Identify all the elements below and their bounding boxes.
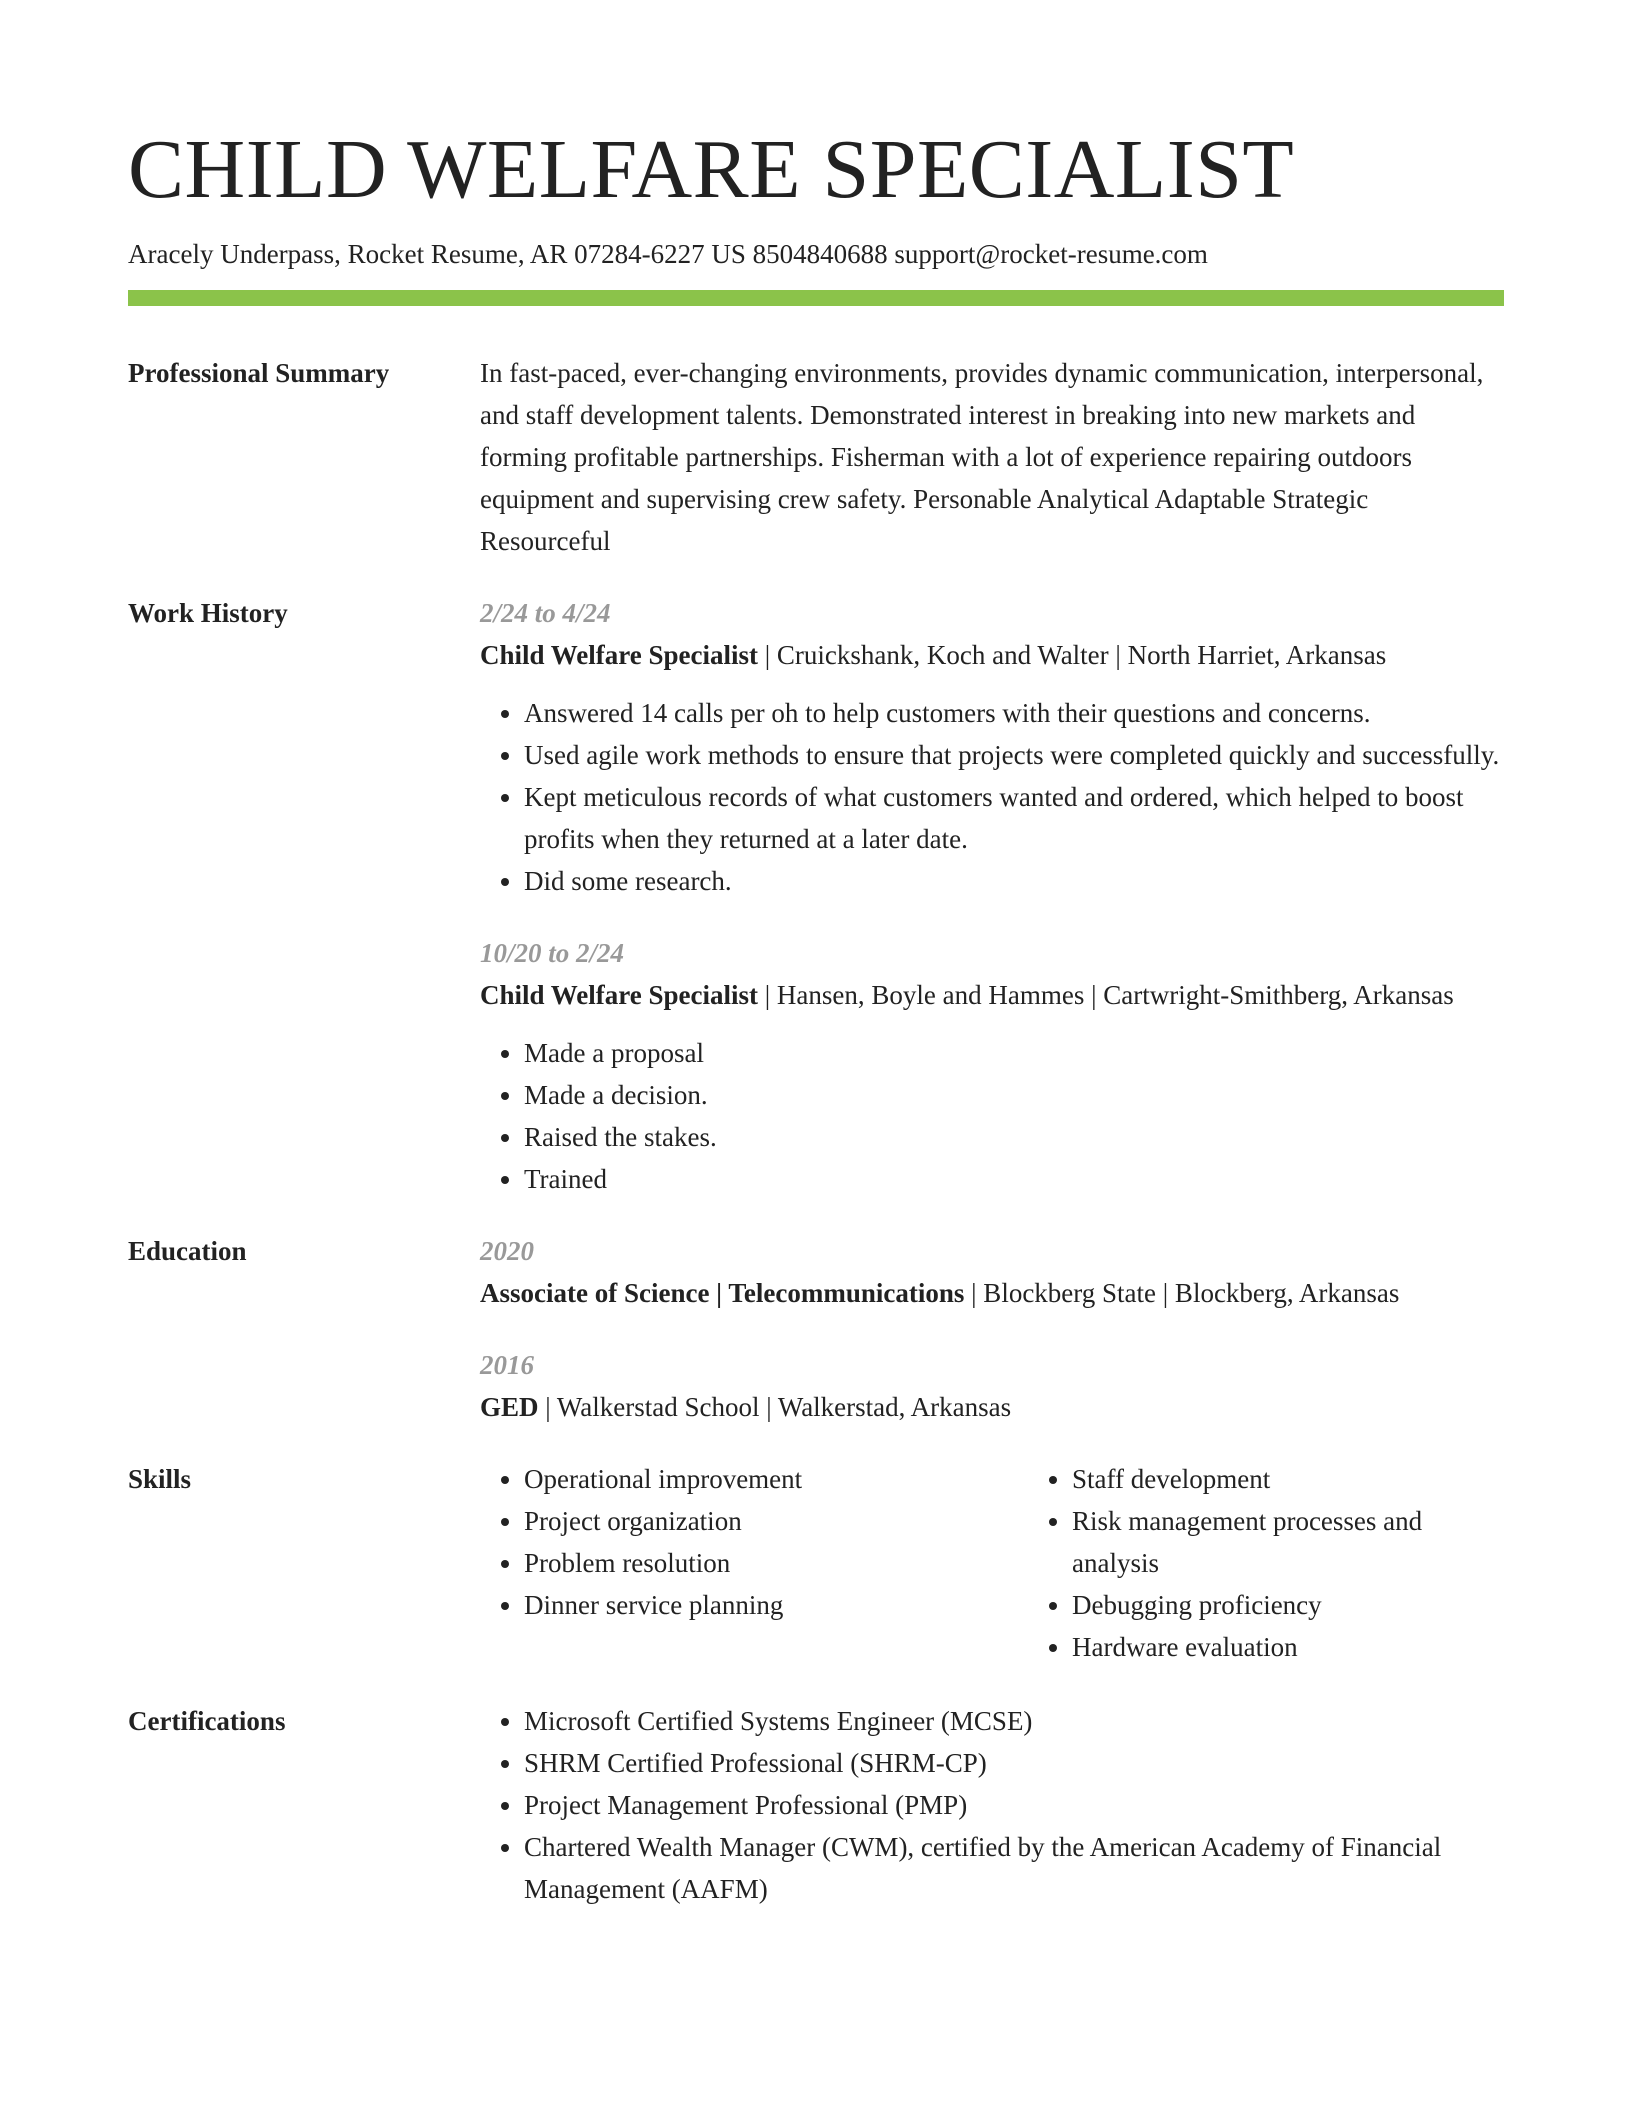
certifications-list bbox=[480, 1700, 1504, 1910]
education-school-location: | Blockberg State | Blockberg, Arkansas bbox=[964, 1278, 1400, 1308]
skills-list-right bbox=[1028, 1458, 1504, 1668]
section-label-summary: Professional Summary bbox=[128, 358, 390, 388]
education-heading bbox=[480, 1272, 1504, 1314]
job-employer-location: | Cruickshank, Koch and Walter | North Harriet, Arkansas bbox=[758, 640, 1387, 670]
skill-item: • Operational improvement bbox=[524, 1458, 1028, 1500]
education-year: 2016 bbox=[480, 1350, 534, 1380]
resume-title: CHILD WELFARE SPECIALIST bbox=[128, 123, 1295, 216]
work-history-section bbox=[128, 592, 1504, 1200]
skills-grid bbox=[480, 1458, 1504, 1668]
certification-item: • Project Management Professional (PMP) bbox=[524, 1784, 1504, 1826]
job-entry bbox=[480, 592, 1504, 902]
job-entry bbox=[480, 932, 1504, 1200]
summary-body bbox=[480, 352, 1504, 562]
job-duty: • Trained bbox=[524, 1158, 1504, 1200]
job-heading bbox=[480, 974, 1504, 1016]
resume-page bbox=[128, 0, 1504, 1910]
job-duty: • Kept meticulous records of what customers wanted and ordered, which helped to boost profits when they returned at a later date. bbox=[524, 776, 1504, 860]
certification-item: • SHRM Certified Professional (SHRM-CP) bbox=[524, 1742, 1504, 1784]
section-label-work-history: Work History bbox=[128, 598, 288, 628]
education-entry bbox=[480, 1344, 1504, 1428]
section-label-certifications: Certifications bbox=[128, 1706, 286, 1736]
job-duty: • Made a decision. bbox=[524, 1074, 1504, 1116]
education-entry bbox=[480, 1230, 1504, 1314]
section-label-skills: Skills bbox=[128, 1464, 192, 1494]
certifications-body bbox=[480, 1700, 1504, 1910]
job-title: Child Welfare Specialist bbox=[480, 640, 759, 670]
skill-item: • Debugging proficiency bbox=[1072, 1584, 1504, 1626]
skills-list-left bbox=[480, 1458, 1028, 1668]
skill-item: • Risk management processes and analysis bbox=[1072, 1500, 1504, 1584]
job-duty: • Answered 14 calls per oh to help customers with their questions and concerns. bbox=[524, 692, 1504, 734]
summary-section bbox=[128, 352, 1504, 562]
job-duty: • Made a proposal bbox=[524, 1032, 1504, 1074]
education-year: 2020 bbox=[480, 1236, 534, 1266]
job-employer-location: | Hansen, Boyle and Hammes | Cartwright-Smithberg, Arkansas bbox=[758, 980, 1454, 1010]
contact-line: Aracely Underpass, Rocket Resume, AR 07284-6227 US 8504840688 support@rocket-resume.com bbox=[128, 239, 1208, 269]
education-section bbox=[128, 1230, 1504, 1428]
work-history-body bbox=[480, 592, 1504, 1200]
skill-item: • Problem resolution bbox=[524, 1542, 1028, 1584]
job-duty: • Used agile work methods to ensure that projects were completed quickly and successfully. bbox=[524, 734, 1504, 776]
skill-item: • Project organization bbox=[524, 1500, 1028, 1542]
education-heading bbox=[480, 1386, 1504, 1428]
job-duty: • Did some research. bbox=[524, 860, 1504, 902]
certification-item: • Chartered Wealth Manager (CWM), certified by the American Academy of Financial Management (AAFM) bbox=[524, 1826, 1504, 1910]
skills-body bbox=[480, 1458, 1504, 1668]
section-label-education: Education bbox=[128, 1236, 247, 1266]
education-body bbox=[480, 1230, 1504, 1428]
summary-text: In fast-paced, ever-changing environments, provides dynamic communication, interpersonal, and staff development talents. Demonstrated interest in breaking into new markets and forming profitable partnerships. Fisherman with a lot of experience repairing outdoors equipment and supervising crew safety. Personable Analytical Adaptable Strategic Resourceful bbox=[480, 358, 1484, 556]
job-dates: 10/20 to 2/24 bbox=[480, 938, 625, 968]
job-title: Child Welfare Specialist bbox=[480, 980, 759, 1010]
accent-divider bbox=[128, 290, 1504, 306]
education-degree: Associate of Science | Telecommunications bbox=[480, 1278, 965, 1308]
certifications-section bbox=[128, 1700, 1504, 1910]
job-duty: • Raised the stakes. bbox=[524, 1116, 1504, 1158]
education-school-location: | Walkerstad School | Walkerstad, Arkansas bbox=[538, 1392, 1012, 1422]
job-duties-list bbox=[480, 692, 1504, 902]
job-heading bbox=[480, 634, 1504, 676]
certification-item: • Microsoft Certified Systems Engineer (MCSE) bbox=[524, 1700, 1504, 1742]
skill-item: • Dinner service planning bbox=[524, 1584, 1028, 1626]
job-duties-list bbox=[480, 1032, 1504, 1200]
skills-section bbox=[128, 1458, 1504, 1668]
skill-item: • Staff development bbox=[1072, 1458, 1504, 1500]
skill-item: • Hardware evaluation bbox=[1072, 1626, 1504, 1668]
job-dates: 2/24 to 4/24 bbox=[480, 598, 611, 628]
education-degree: GED bbox=[480, 1392, 539, 1422]
